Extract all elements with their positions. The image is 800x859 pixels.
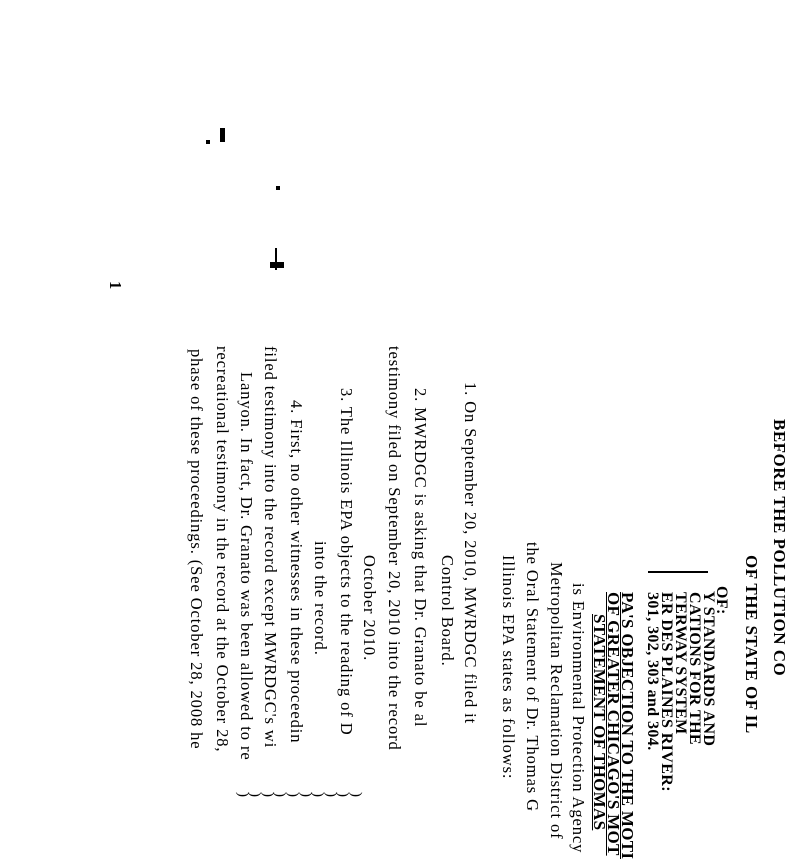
paragraph-4-line: filed testimony into the record except MWRDGC's wi	[261, 346, 280, 749]
paragraph-4-line: 4. First, no other witnesses in these proceedin	[287, 400, 306, 744]
paragraph-2-line: October 2010.	[360, 555, 379, 662]
title-line-2: OF GREATER CHICAGO'S MOT	[604, 592, 623, 856]
states-line: Illinois EPA states as follows:	[499, 555, 518, 780]
paragraph-1-line: Control Board.	[438, 555, 457, 667]
paragraph-4-line: recreational testimony in the record at the October 28,	[213, 346, 232, 753]
title-line-3: STATEMENT OF THOMAS	[590, 614, 609, 831]
paragraph-2-line: testimony filed on September 20, 2010 into the record	[385, 346, 404, 751]
intro-line: is Environmental Protection Agency	[569, 583, 588, 854]
intro-line: Metropolitan Reclamation District of	[547, 562, 566, 840]
paragraph-2-line: 2. MWRDGC is asking that Dr. Granato be al	[411, 388, 430, 728]
scan-mark	[276, 186, 280, 190]
caption-in-matter: OF:	[713, 586, 730, 615]
paragraph-3-line: 3. The Illinois EPA objects to the reading of D	[337, 388, 356, 736]
header-line-1: BEFORE THE POLLUTION CO	[770, 419, 789, 677]
paragraph-1-line: 1. On September 20, 2010, MWRDGC filed it	[461, 382, 480, 725]
paragraph-4-line: Lanyon. In fact, Dr. Granato was been allowed to re	[237, 372, 256, 761]
caption-line: CATIONS FOR THE	[686, 592, 703, 745]
caption-line: TERWAY SYSTEM	[672, 592, 689, 735]
paragraph-3-line: into the record.	[311, 541, 330, 656]
scan-mark	[206, 140, 210, 144]
scan-mark	[220, 128, 225, 142]
caption-line: Y STANDARDS AND	[700, 591, 717, 747]
paragraph-4-line: phase of these proceedings. (See October 28, 2008 he	[187, 349, 206, 750]
page-number: 1	[106, 281, 125, 291]
caption-line: ER DES PLAINES RIVER:	[658, 592, 675, 792]
intro-line: the Oral Statement of Dr. Thomas G	[523, 542, 542, 812]
caption-line: 301, 302, 303 and 304.	[644, 592, 661, 751]
caption-parens: ) ) ) ) ) ) ) ) ) )	[234, 792, 364, 797]
header-line-2: OF THE STATE OF IL	[742, 555, 761, 734]
caption-bracket-rule	[648, 571, 708, 573]
scan-mark	[270, 262, 284, 268]
title-line-1: PA'S OBJECTION TO THE MOTI	[618, 592, 637, 859]
